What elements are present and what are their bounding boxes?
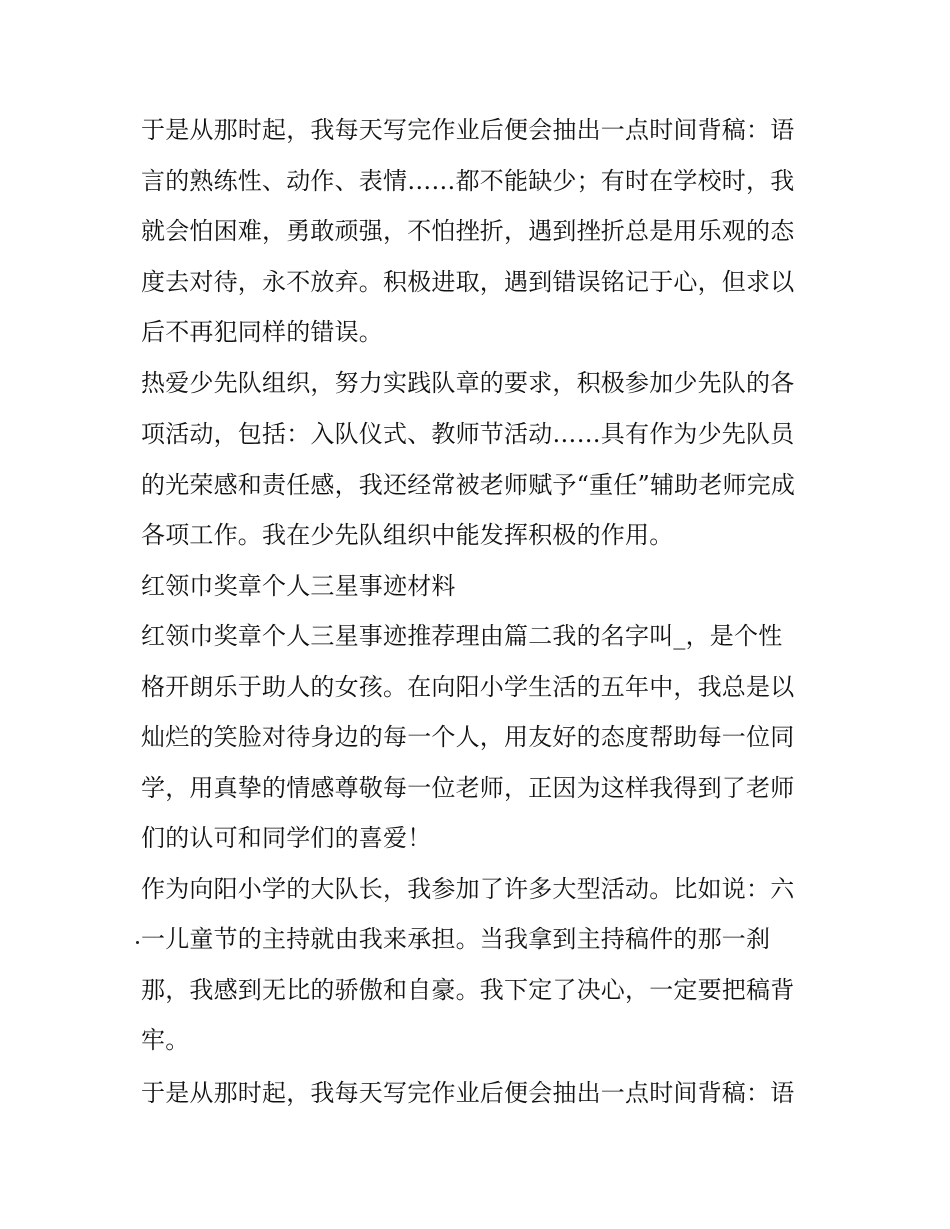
text-line-11: 红领巾奖章个人三星事迹推荐理由篇二我的名字叫_，是个性 xyxy=(141,622,783,650)
text-line-1: 于是从那时起，我每天写完作业后便会抽出一点时间背稿：语 xyxy=(141,116,795,144)
text-line-15: 们的认可和同学们的喜爱！ xyxy=(141,824,432,852)
text-line-18: 那，我感到无比的骄傲和自豪。我下定了决心，一定要把稿背 xyxy=(141,976,795,1004)
text-line-5: 后不再犯同样的错误。 xyxy=(141,318,383,346)
section-heading: 红领巾奖章个人三星事迹材料 xyxy=(141,572,456,600)
text-line-7: 项活动，包括：入队仪式、教师节活动……具有作为少先队员 xyxy=(141,420,795,448)
text-line-13: 灿烂的笑脸对待身边的每一个人，用友好的态度帮助每一位同 xyxy=(141,723,795,751)
text-line-14: 学，用真挚的情感尊敬每一位老师，正因为这样我得到了老师 xyxy=(141,774,795,802)
text-line-2: 言的熟练性、动作、表情……都不能缺少；有时在学校时，我 xyxy=(141,167,795,195)
text-line-12: 格开朗乐于助人的女孩。在向阳小学生活的五年中，我总是以 xyxy=(141,673,795,701)
text-line-20: 于是从那时起，我每天写完作业后便会抽出一点时间背稿：语 xyxy=(141,1079,795,1107)
text-line-8: 的光荣感和责任感，我还经常被老师赋予“重任”辅助老师完成 xyxy=(141,471,796,499)
text-line-3: 就会怕困难，勇敢顽强，不怕挫折，遇到挫折总是用乐观的态 xyxy=(141,217,795,245)
text-line-4: 度去对待，永不放弃。积极进取，遇到错误铭记于心，但求以 xyxy=(141,268,795,296)
text-line-16: 作为向阳小学的大队长，我参加了许多大型活动。比如说：六 xyxy=(141,875,795,903)
text-line-19: 牢。 xyxy=(141,1026,190,1054)
text-line-17: 一儿童节的主持就由我来承担。当我拿到主持稿件的那一刹 xyxy=(141,925,771,953)
text-line-9: 各项工作。我在少先队组织中能发挥积极的作用。 xyxy=(141,521,674,549)
stray-dot-mark xyxy=(136,941,139,944)
text-line-6: 热爱少先队组织，努力实践队章的要求，积极参加少先队的各 xyxy=(141,369,795,397)
